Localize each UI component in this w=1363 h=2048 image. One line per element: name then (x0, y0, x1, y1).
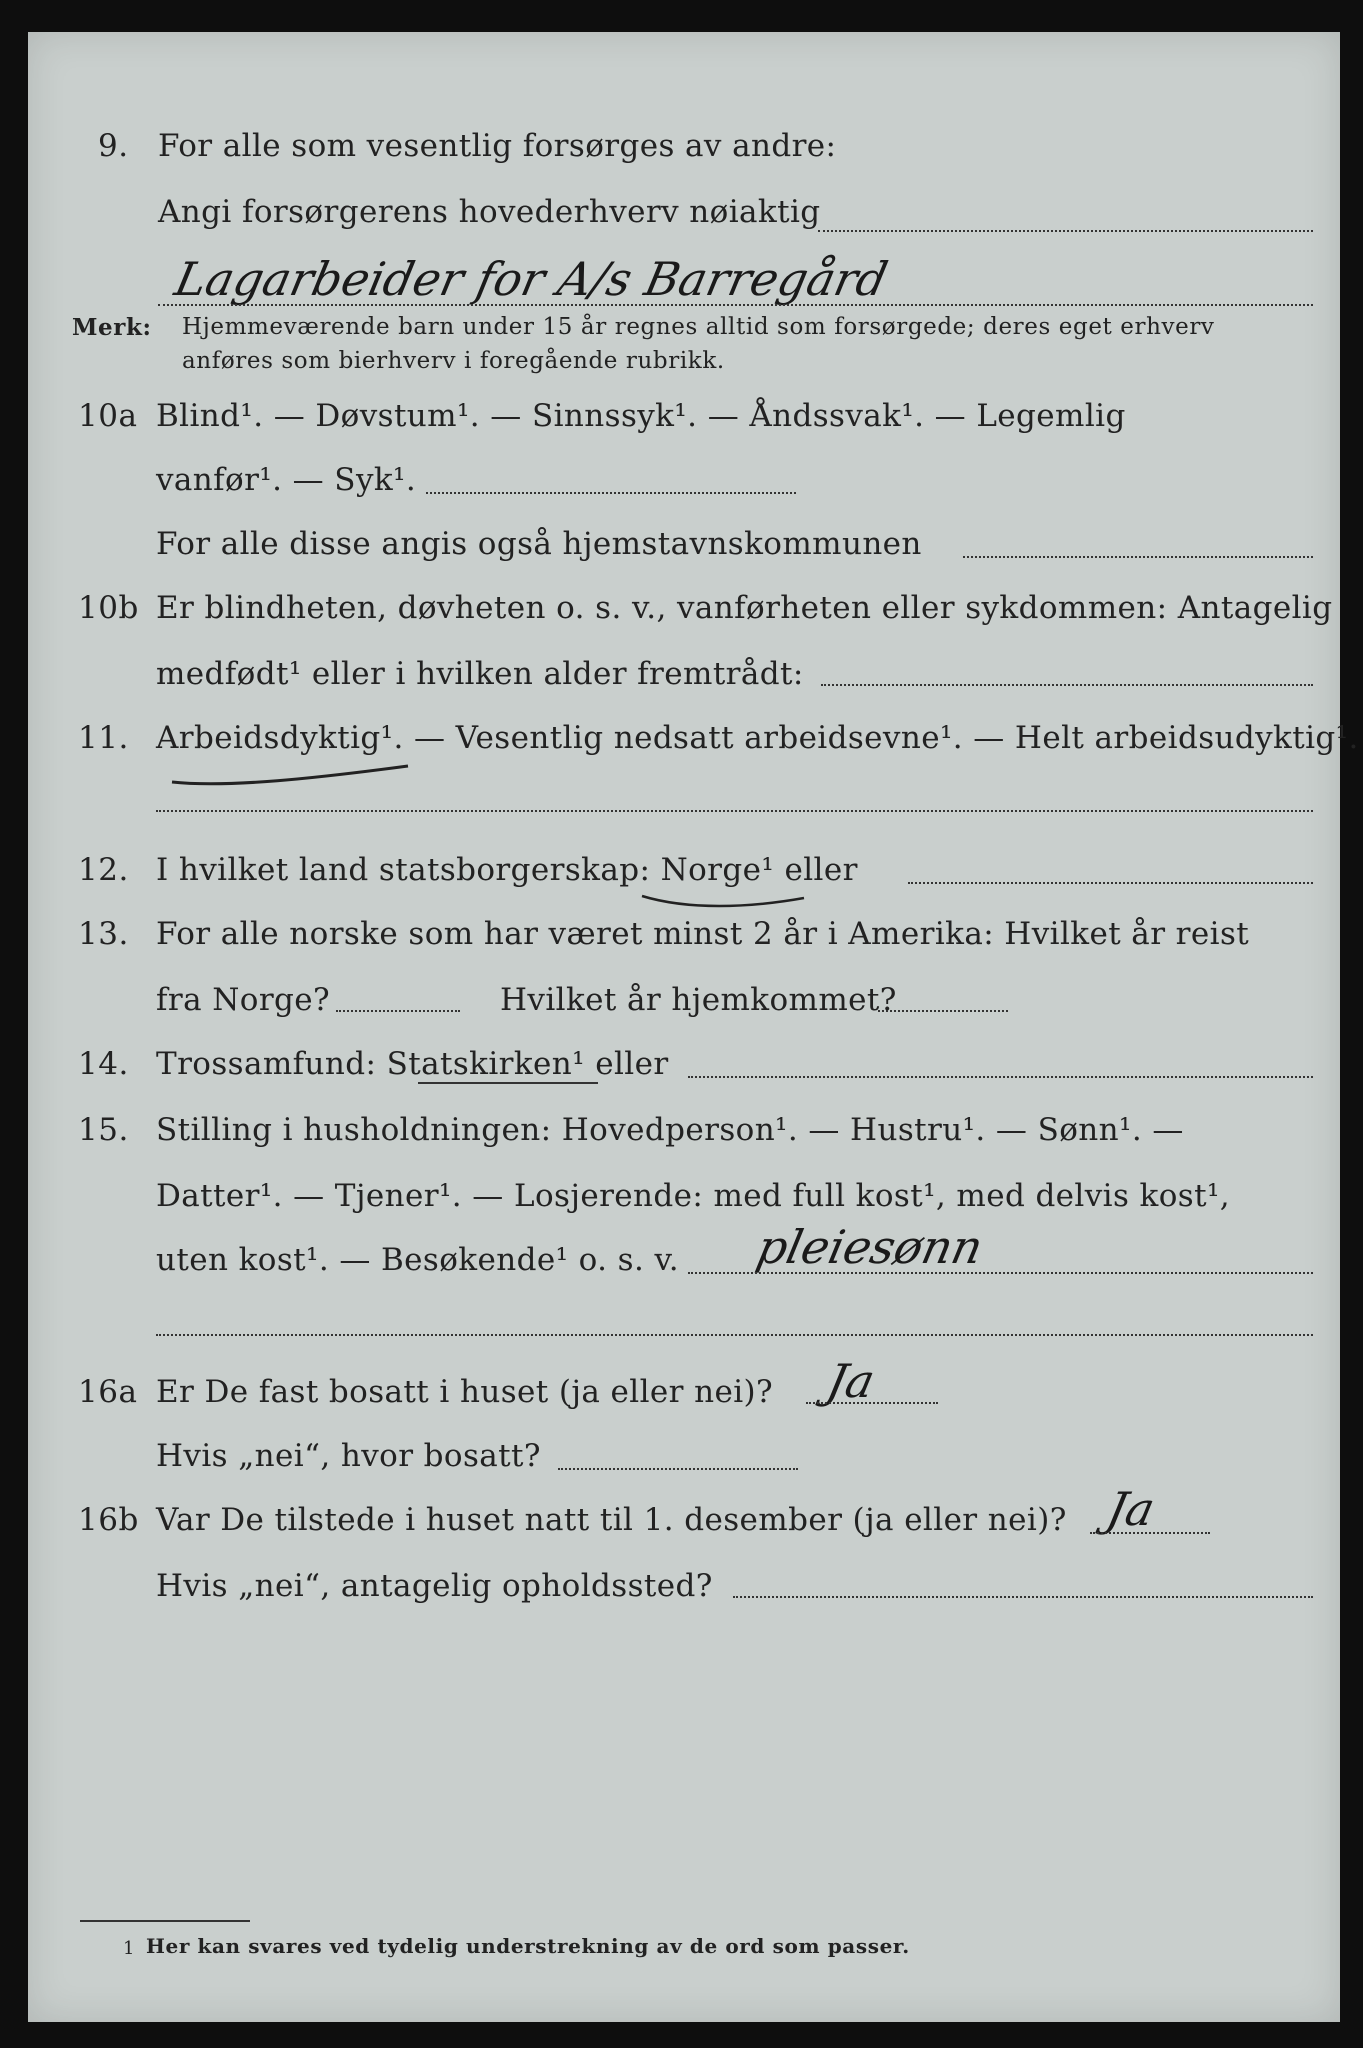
footnote-rule (80, 1920, 250, 1922)
q14-number: 14. (78, 1046, 129, 1082)
q12-line1: I hvilket land statsborgerskap: Norge¹ eller (156, 852, 858, 888)
footnote-text: Her kan svares ved tydelig understrekning av de ord som passer. (146, 1934, 910, 1958)
q10a-line3-blank (963, 556, 1313, 558)
q13-number: 13. (78, 916, 129, 952)
footnote-mark: 1 (123, 1938, 136, 1959)
q11-underline-mark (168, 760, 418, 790)
census-form-page (28, 32, 1359, 2022)
q9-number: 9. (98, 128, 129, 164)
q9-line1: For alle som vesentlig forsørges av andre: (158, 128, 837, 164)
merk-line1: Hjemmeværende barn under 15 år regnes alltid som forsørgede; deres eget erhverv (182, 314, 1215, 340)
q12-answer-line (908, 882, 1313, 884)
q10a-line3: For alle disse angis også hjemstavnskommunen (156, 526, 922, 562)
merk-label: Merk: (72, 314, 152, 341)
q15-number: 15. (78, 1112, 129, 1148)
q15-line3: uten kost¹. — Besøkende¹ o. s. v. (156, 1242, 679, 1278)
q13-line2a: fra Norge? (156, 982, 331, 1018)
q15-answer-line (688, 1272, 1313, 1274)
q10b-line1: Er blindheten, døvheten o. s. v., vanførheten eller sykdommen: Antagelig (156, 590, 1333, 626)
q9-answer-line (818, 230, 1313, 232)
q14-underline-statskirken (418, 1082, 598, 1084)
q10a-number: 10a (78, 398, 138, 434)
q16b-line2: Hvis „nei“, antagelig opholdssted? (156, 1568, 713, 1604)
q16b-handwritten-answer: Ja (1102, 1482, 1160, 1536)
q13-right-blank (878, 1010, 1008, 1012)
q15-handwritten-answer: pleiesønn (752, 1220, 988, 1274)
q10a-line2: vanfør¹. — Syk¹. (156, 462, 417, 498)
q12-underline-mark (638, 888, 808, 912)
merk-line2: anføres som bierhverv i foregående rubrikk. (182, 348, 725, 374)
q11-answer-line (156, 810, 1313, 812)
q10a-line1: Blind¹. — Døvstum¹. — Sinnssyk¹. — Åndssvak¹. — Legemlig (156, 398, 1126, 434)
q9-handwritten-answer: Lagarbeider for A/s Barregård (170, 252, 893, 306)
q14-line1: Trossamfund: Statskirken¹ eller (156, 1046, 669, 1082)
q16a-line2: Hvis „nei“, hvor bosatt? (156, 1438, 541, 1474)
q10a-line2-blank (426, 492, 796, 494)
q10b-line2: medfødt¹ eller i hvilken alder fremtrådt: (156, 656, 804, 692)
q16a-line1: Er De fast bosatt i huset (ja eller nei)? (156, 1374, 774, 1410)
q16a-line2-blank (558, 1468, 798, 1470)
q10b-number: 10b (78, 590, 139, 626)
q13-left-blank (336, 1010, 460, 1012)
q10b-answer-line (821, 684, 1313, 686)
q16b-line1: Var De tilstede i huset natt til 1. desember (ja eller nei)? (156, 1502, 1067, 1538)
q16b-number: 16b (78, 1502, 139, 1538)
q16a-number: 16a (78, 1374, 138, 1410)
q11-line1: Arbeidsdyktig¹. — Vesentlig nedsatt arbeidsevne¹. — Helt arbeidsudyktig¹. (156, 720, 1359, 756)
q13-line1: For alle norske som har været minst 2 år i Amerika: Hvilket år reist (156, 916, 1250, 952)
q16a-answer-line (806, 1402, 938, 1404)
q16b-line2-blank (733, 1596, 1313, 1598)
q16b-answer-line (1090, 1532, 1210, 1534)
q9-line2: Angi forsørgerens hovederhverv nøiaktig (158, 194, 821, 230)
q15-line1: Stilling i husholdningen: Hovedperson¹. — Hustru¹. — Sønn¹. — (156, 1112, 1184, 1148)
q9-answer-line2 (158, 304, 1313, 306)
q16a-handwritten-answer: Ja (822, 1354, 880, 1408)
q13-line2b: Hvilket år hjemkommet? (500, 982, 897, 1018)
q11-number: 11. (78, 720, 129, 756)
q15-answer-line2 (156, 1334, 1313, 1336)
q14-answer-line (688, 1076, 1313, 1078)
q12-number: 12. (78, 852, 129, 888)
q15-line2: Datter¹. — Tjener¹. — Losjerende: med full kost¹, med delvis kost¹, (156, 1178, 1231, 1214)
